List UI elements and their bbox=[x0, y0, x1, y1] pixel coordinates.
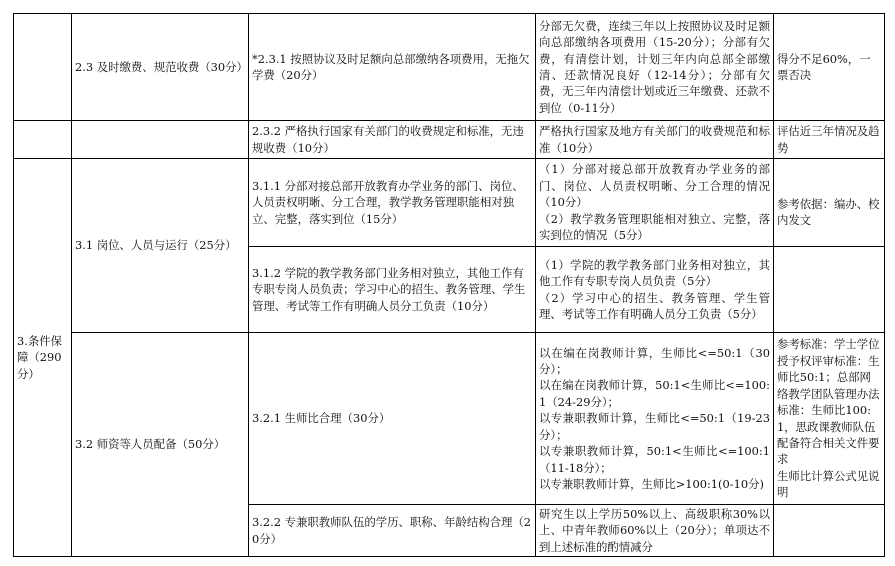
item-cell-empty bbox=[72, 121, 249, 159]
category-cell-empty bbox=[14, 14, 72, 121]
table-row bbox=[14, 121, 885, 159]
standard-cell: （1）学院的教学教务部门业务相对独立，其他工作有专职专岗人员负责（5分） （2）学习中心的招生、教务管理、学生管理、考试等工作有明确人员分工负责（5分） bbox=[536, 247, 774, 333]
standard-cell: 研究生以上学历50%以上、高级职称30%以上、中青年教师60%以上（20分）；单项达不到上述标准的酌情减分 bbox=[536, 505, 774, 557]
standard-cell: 严格执行国家及地方有关部门的收费规范和标准（10分） bbox=[536, 121, 774, 159]
note-cell: 参考标准：学士学位授予权评审标准：生师比50:1；总部网络教学团队管理办法标准：生师比100:1，思政课教师队伍配备符合相关文件要求 生师比计算公式见说明 bbox=[774, 333, 885, 505]
table-row bbox=[14, 159, 885, 247]
table-row bbox=[14, 333, 885, 505]
category-cell-empty bbox=[14, 121, 72, 159]
item-cell: 3.2 师资等人员配备（50分） bbox=[72, 333, 249, 557]
criterion-cell: 3.1.1 分部对接总部开放教育办学业务的部门、岗位、人员责权明晰、分工合理，教学教务管理职能相对独立、完整，落实到位（15分） bbox=[249, 159, 536, 247]
criterion-cell: *2.3.1 按照协议及时足额向总部缴纳各项费用，无拖欠学费（20分） bbox=[249, 14, 536, 121]
criterion-cell: 2.3.2 严格执行国家有关部门的收费规定和标准，无违规收费（10分） bbox=[249, 121, 536, 159]
criterion-cell: 3.1.2 学院的教学教务部门业务相对独立，其他工作有专职专岗人员负责；学习中心的招生、教务管理、学生管理、考试等工作有明确人员分工负责（10分） bbox=[249, 247, 536, 333]
table-row bbox=[14, 14, 885, 121]
standard-cell: 分部无欠费，连续三年以上按照协议及时足额向总部缴纳各项费用（15-20分）；分部有欠费，有清偿计划，计划三年内向总部全部缴清、还款情况良好（12-14分）；分部有欠费，无三年内清偿计划或近三年缴费、还款不到位（0-11分） bbox=[536, 14, 774, 121]
evaluation-table bbox=[13, 13, 885, 557]
note-cell-empty bbox=[774, 505, 885, 557]
standard-cell: 以在编在岗教师计算，生师比<=50:1（30分）； 以在编在岗教师计算，50:1<生师比<=100:1（24-29分）； 以专兼职教师计算，生师比<=50:1（19-23分）； 以专兼职教师计算，50:1<生师比<=100:1（11-18分）； 以专兼职教师计算，生师比>100:1(0-10分) bbox=[536, 333, 774, 505]
note-cell: 评估近三年情况及趋势 bbox=[774, 121, 885, 159]
item-cell: 3.1 岗位、人员与运行（25分） bbox=[72, 159, 249, 333]
criterion-cell: 3.2.2 专兼职教师队伍的学历、职称、年龄结构合理（20分） bbox=[249, 505, 536, 557]
criterion-cell: 3.2.1 生师比合理（30分） bbox=[249, 333, 536, 505]
note-cell: 参考依据：编办、校内发文 bbox=[774, 159, 885, 247]
item-cell: 2.3 及时缴费、规范收费（30分） bbox=[72, 14, 249, 121]
standard-cell: （1）分部对接总部开放教育办学业务的部门、岗位、人员责权明晰、分工合理的情况（10分） （2）教学教务管理职能相对独立、完整，落实到位的情况（5分） bbox=[536, 159, 774, 247]
category-cell: 3.条件保障（290分） bbox=[14, 159, 72, 557]
note-cell: 得分不足60%，一票否决 bbox=[774, 14, 885, 121]
note-cell-empty bbox=[774, 247, 885, 333]
